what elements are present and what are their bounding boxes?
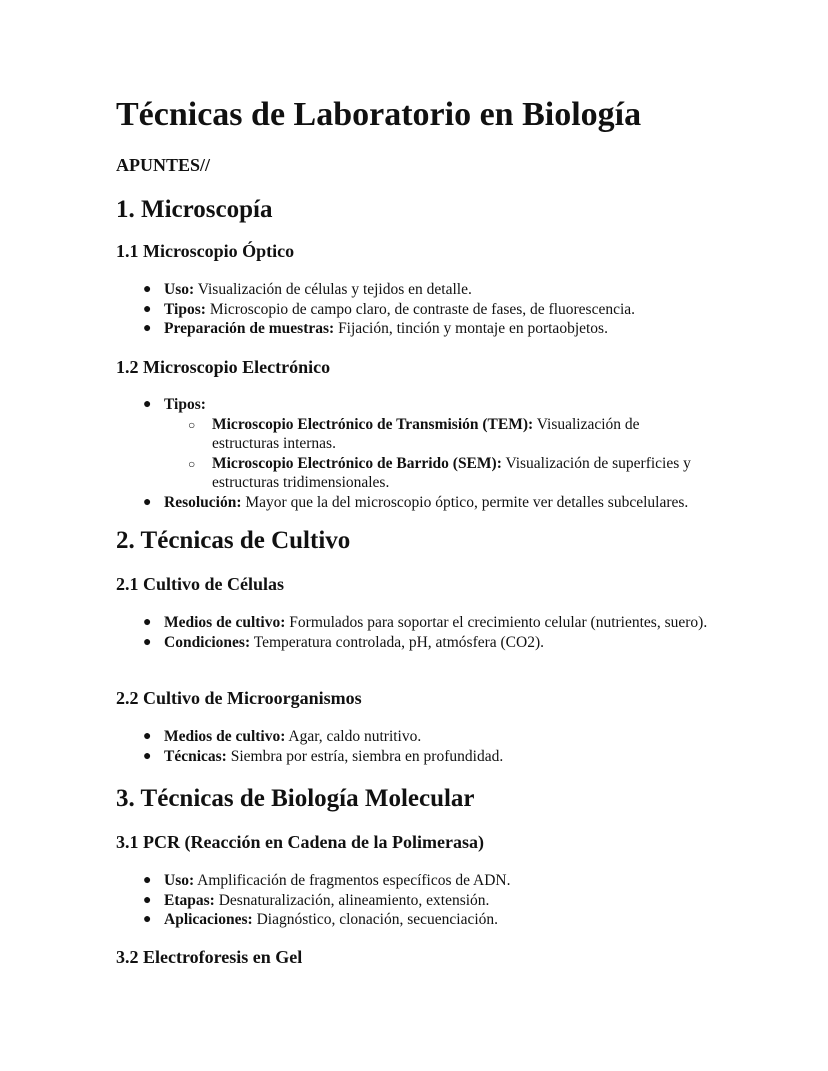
item-text: Fijación, tinción y montaje en portaobjetos. <box>334 320 608 337</box>
subsection-heading-microscopio-electronico: 1.2 Microscopio Electrónico <box>116 357 331 377</box>
item-label: Uso: <box>164 281 195 298</box>
item-text: Siembra por estría, siembra en profundidad. <box>226 747 504 765</box>
item-label: Etapas: <box>164 891 215 909</box>
list-item <box>0 910 724 930</box>
item-label: Tipos: <box>164 300 206 318</box>
bullet-icon: ● <box>143 873 152 888</box>
bullet-list-microscopio-electronico <box>0 395 828 512</box>
item-text: Microscopio de campo claro, de contraste de fases, de fluorescencia. <box>205 300 636 318</box>
bullet-icon: ● <box>143 282 152 297</box>
item-label: Uso: <box>164 872 195 889</box>
bullet-icon: ● <box>143 892 152 908</box>
bullet-icon: ● <box>143 615 152 630</box>
item-label: Medios de cultivo: <box>164 728 286 745</box>
section-heading-tecnicas-cultivo: 2. Técnicas de Cultivo <box>116 527 351 554</box>
bullet-list-cultivo-celulas <box>0 613 828 652</box>
item-label: Técnicas: <box>164 747 227 765</box>
bullet-icon: ● <box>143 301 152 317</box>
item-text: Visualización de superficies y estructuras tridimensionales. <box>212 454 691 491</box>
sub-list-item <box>0 454 692 493</box>
bullet-list-cultivo-microorganismos <box>0 727 828 766</box>
item-text: Temperatura controlada, pH, atmósfera (CO2). <box>250 633 545 651</box>
bullet-list-microscopio-optico <box>0 280 828 339</box>
list-item <box>0 280 724 300</box>
item-label: Aplicaciones: <box>164 911 253 928</box>
sub-list-item <box>0 415 692 454</box>
section-heading-biologia-molecular: 3. Técnicas de Biología Molecular <box>116 785 475 812</box>
item-label: Medios de cultivo: <box>164 614 286 631</box>
section-heading-microscopia: 1. Microscopía <box>116 196 273 223</box>
circle-bullet-icon: ○ <box>188 456 196 471</box>
list-item <box>0 871 724 891</box>
subsection-heading-microscopio-optico: 1.1 Microscopio Óptico <box>116 241 295 261</box>
list-item <box>0 493 724 513</box>
item-text: Diagnóstico, clonación, secuenciación. <box>252 911 499 928</box>
subsection-heading-electroforesis: 3.2 Electroforesis en Gel <box>116 947 303 967</box>
item-label: Microscopio Electrónico de Transmisión (TEM): <box>212 415 534 433</box>
item-text: Amplificación de fragmentos específicos de ADN. <box>194 872 511 889</box>
list-item <box>0 747 724 767</box>
document-subtitle: APUNTES// <box>116 155 211 175</box>
item-text: Agar, caldo nutritivo. <box>285 728 422 745</box>
bullet-icon: ● <box>143 729 152 744</box>
bullet-icon: ● <box>143 321 152 336</box>
item-text: Formulados para soportar el crecimiento celular (nutrientes, suero). <box>285 614 708 631</box>
list-item <box>0 891 724 911</box>
bullet-icon: ● <box>143 912 152 927</box>
item-label: Condiciones: <box>164 633 251 651</box>
bullet-icon: ● <box>143 494 152 510</box>
document-title: Técnicas de Laboratorio en Biología <box>116 96 642 133</box>
subsection-heading-pcr: 3.1 PCR (Reacción en Cadena de la Polimerasa) <box>116 832 484 852</box>
list-item <box>0 727 724 747</box>
item-text: Visualización de células y tejidos en detalle. <box>194 281 472 298</box>
bullet-icon: ● <box>143 748 152 764</box>
item-label: Microscopio Electrónico de Barrido (SEM): <box>212 454 502 472</box>
list-item <box>0 395 724 415</box>
bullet-icon: ● <box>143 397 152 412</box>
bullet-list-pcr <box>0 871 828 930</box>
item-label: Tipos: <box>164 396 206 413</box>
list-item <box>0 300 724 320</box>
item-text: Desnaturalización, alineamiento, extensión. <box>214 891 490 909</box>
item-text: Visualización de estructuras internas. <box>212 415 640 452</box>
item-label: Preparación de muestras: <box>164 320 335 337</box>
item-text: Mayor que la del microscopio óptico, permite ver detalles subcelulares. <box>241 493 689 511</box>
list-item <box>0 633 724 653</box>
subsection-heading-cultivo-microorganismos: 2.2 Cultivo de Microorganismos <box>116 688 362 708</box>
list-item <box>0 613 724 633</box>
bullet-icon: ● <box>143 634 152 650</box>
subsection-heading-cultivo-celulas: 2.1 Cultivo de Células <box>116 574 285 594</box>
list-item <box>0 319 724 339</box>
circle-bullet-icon: ○ <box>188 417 196 432</box>
item-label: Resolución: <box>164 493 242 511</box>
